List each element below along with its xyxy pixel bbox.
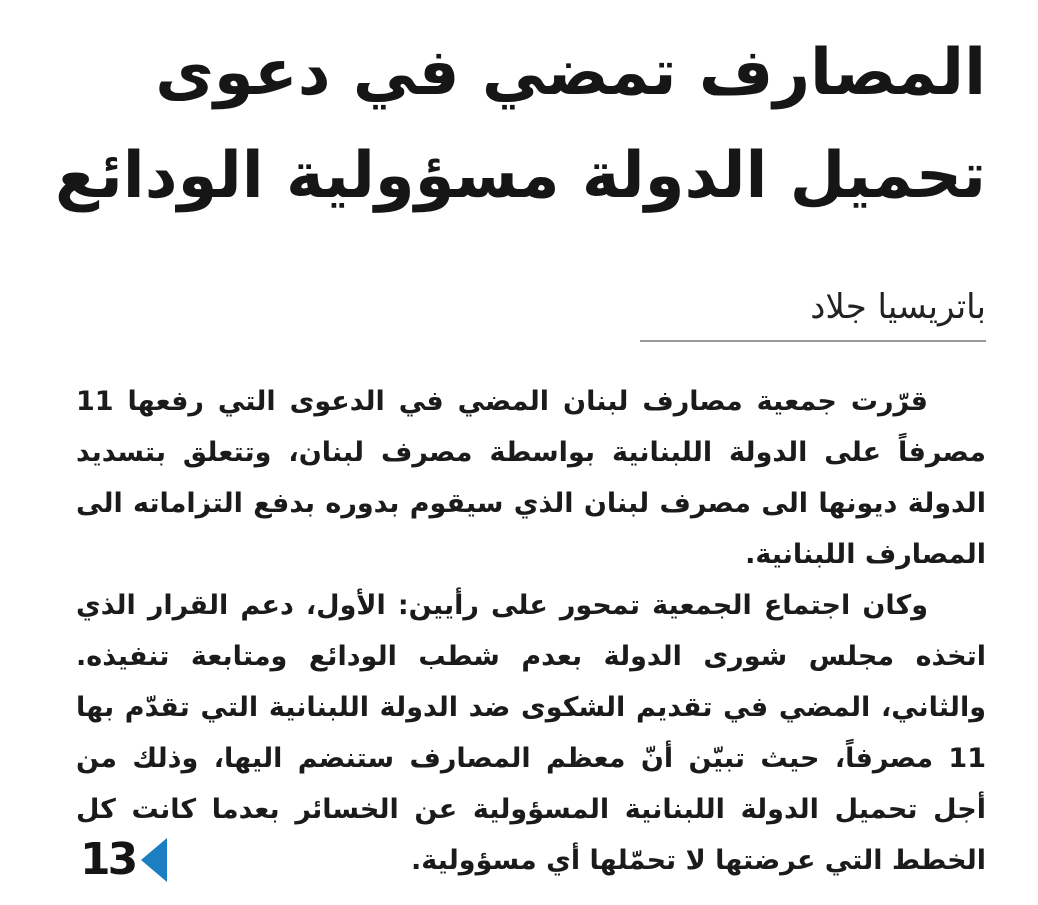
page-marker: [80, 834, 167, 886]
author-byline: باتريسيا جلاد: [640, 282, 986, 342]
headline: [56, 22, 986, 228]
article-paragraph-2: وكان اجتماع الجمعية تمحور على رأيين: الأول، دعم القرار الذي اتخذه مجلس شورى الدولة بعدم شطب الودائع ومتابعة تنفيذه. والثاني، المضي في تقديم الشكوى ضد الدولة اللبنانية التي تقدّم بها 11 مصرفاً، حيث تبيّن أنّ معظم المصارف ستنضم اليها، وذلك من أجل تحميل الدولة اللبنانية المسؤولية عن الخسائر بعدما كانت كل الخطط التي عرضتها لا تحمّلها أي مسؤولية.: [76, 590, 986, 876]
headline-line-2: تحميل الدولة مسؤولية الودائع: [55, 139, 986, 213]
headline-line-1: المصارف تمضي في دعوى: [155, 36, 986, 110]
triangle-left-icon: [141, 838, 167, 882]
article-paragraph-1: قرّرت جمعية مصارف لبنان المضي في الدعوى التي رفعها 11 مصرفاً على الدولة اللبنانية بواسطة مصرف لبنان، وتتعلق بتسديد الدولة ديونها الى مصرف لبنان الذي سيقوم بدوره بدفع التزاماته الى المصارف اللبنانية.: [76, 386, 986, 570]
article-body: [76, 376, 986, 886]
page-number: 13: [80, 834, 136, 885]
